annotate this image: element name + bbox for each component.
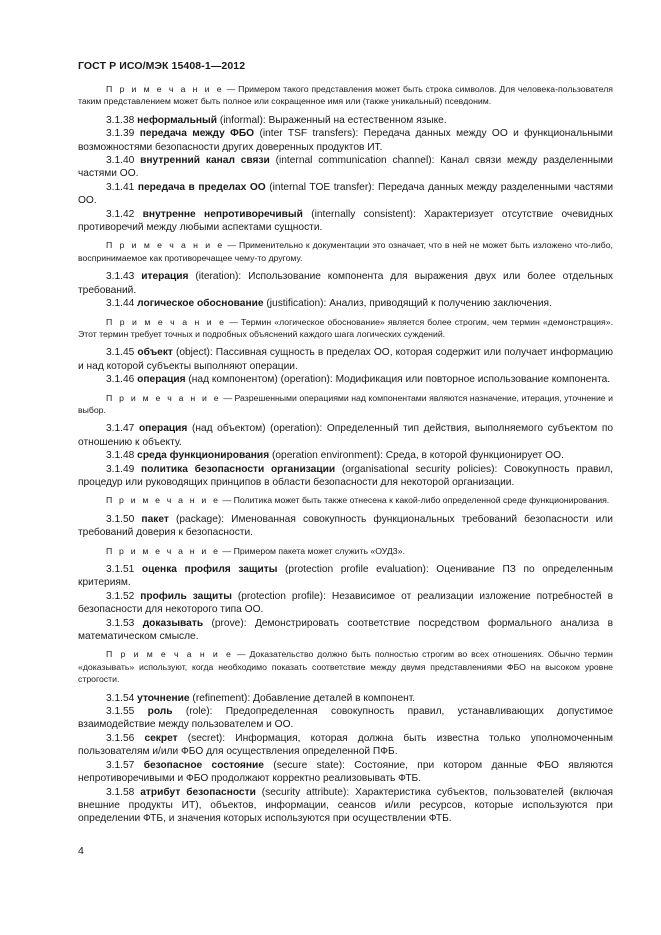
term-name: атрибут безопасности (140, 786, 256, 798)
term-name: передача в пределах ОО (137, 181, 266, 193)
term-number: 3.1.53 (106, 617, 143, 629)
term-definition (78, 181, 613, 208)
term-definition (78, 563, 613, 590)
note-label: П р и м е ч а н и е (106, 240, 225, 251)
term-number: 3.1.52 (106, 590, 141, 602)
term-text: (internally consistent): Характеризует отсутствие очевидных противоречий между любыми аспектами сущности. (78, 208, 613, 234)
note-paragraph (78, 83, 613, 108)
note-text: — Термин «логическое обоснование» является более строгим, чем термин «демонстрация». Этот термин требует точных и подробных объяснений каждого шага логических суждений. (78, 316, 613, 339)
term-name: доказывать (142, 617, 204, 629)
term-text: (над объектом) (operation): Определенный тип действия, выполняемого субъектом по отношению к объекту. (78, 423, 613, 448)
term-definition (78, 759, 613, 786)
term-name: среда функционирования (137, 450, 270, 462)
term-name: операция (138, 423, 188, 435)
term-name: политика безопасности организации (141, 463, 336, 475)
note-text: — Доказательство должно быть полностью строгим во всех отношениях. Обычно термин «доказывать» используют, когда необходимо показать соответствие между двумя представлениями ФБО на высоком уровне строгости. (78, 649, 613, 685)
note-paragraph (78, 239, 613, 264)
term-number: 3.1.41 (106, 181, 138, 193)
term-number: 3.1.45 (106, 347, 138, 359)
term-name: логическое обоснование (137, 298, 264, 310)
term-number: 3.1.55 (106, 706, 148, 718)
term-name: передача между ФБО (139, 128, 255, 140)
term-definition (78, 114, 613, 127)
term-definition (78, 208, 613, 235)
term-number: 3.1.44 (106, 298, 138, 310)
term-definition (78, 692, 613, 705)
note-text: — Политика может быть также отнесена к какой-либо определенной среде функционирования. (220, 495, 610, 506)
term-number: 3.1.56 (106, 732, 145, 744)
note-paragraph (78, 316, 613, 341)
note-label: П р и м е ч а н и е (106, 545, 221, 556)
term-name: объект (137, 347, 173, 359)
term-text: (role): Предопределенная совокупность правил, устанавливающих допустимое взаимодействие между пользователем и ОО. (78, 706, 613, 731)
term-name: роль (147, 706, 173, 718)
note-paragraph (78, 494, 613, 506)
term-name: итерация (141, 271, 189, 283)
term-number: 3.1.51 (106, 564, 142, 575)
term-text: (inter TSF transfers): Передача данных между ОО и функциональными возможностями безопасности других доверенных продуктов ИТ. (78, 128, 613, 153)
term-definition (78, 373, 613, 386)
term-number: 3.1.57 (106, 759, 144, 771)
term-text: (informal): Выраженный на естественном языке. (216, 114, 447, 126)
term-definition (78, 705, 613, 732)
term-name: уточнение (137, 692, 190, 704)
term-number: 3.1.48 (106, 450, 138, 462)
note-label: П р и м е ч а н и е (106, 649, 234, 660)
term-text: (protection profile evaluation): Оценивание ПЗ по определенным критериям. (78, 564, 614, 589)
term-definition (78, 270, 613, 297)
term-text: (iteration): Использование компонента для выражения двух или более отдельных требований. (78, 271, 613, 296)
term-number: 3.1.42 (106, 208, 143, 220)
term-definition (78, 297, 613, 310)
term-number: 3.1.43 (106, 271, 142, 283)
term-text: (security attribute): Характеристика субъектов, пользователей (включая внешние продукты ИТ), объектов, информации, сеансов и/или ресурсов, которые используются при определении ФТБ, и значения которых используются при осуществлении ФТБ. (78, 786, 613, 825)
note-paragraph (78, 392, 613, 417)
term-text: (internal communication channel): Канал связи между разделенными частями ОО. (78, 155, 614, 180)
term-definition (78, 154, 613, 181)
term-definition (78, 513, 613, 540)
term-number: 3.1.49 (106, 463, 142, 475)
term-definition (78, 786, 613, 826)
term-name: оценка профиля защиты (141, 564, 278, 575)
term-definition (78, 590, 613, 617)
term-number: 3.1.46 (106, 374, 138, 386)
term-number: 3.1.50 (106, 513, 142, 525)
term-text: (protection profile): Независимое от реализации изложение потребностей в безопасности для некоторого типа ОО. (78, 590, 613, 616)
term-definition (78, 127, 613, 154)
term-name: пакет (141, 513, 169, 525)
note-label: П р и м е ч а н и е (106, 316, 227, 327)
note-label: П р и м е ч а н и е (106, 392, 221, 403)
page-number: 4 (78, 845, 84, 857)
note-text: — Применительно к документации это означает, что в ней не может быть изложено что-либо, воспринимаемое как противоречащее чему-то другому. (78, 240, 613, 263)
note-text: — Примером пакета может служить «ОУД3». (220, 545, 405, 556)
term-text: (secure state): Состояние, при котором данные ФБО являются непротиворечивыми и ФБО продолжают корректно реализовывать ФТБ. (78, 759, 613, 785)
term-text: (organisational security policies): Совокупность правил, процедур или руководящих принципов в области безопасности для некоторой организации. (78, 463, 614, 488)
term-name: неформальный (137, 114, 217, 126)
term-text: (prove): Демонстрировать соответствие посредством формального анализа в математическом смысле. (78, 617, 613, 643)
term-text: (operation environment): Среда, в которой функционирует ОО. (269, 450, 564, 462)
term-name: секрет (144, 732, 178, 744)
note-label: П р и м е ч а н и е (106, 495, 221, 506)
term-text: (над компонентом) (operation): Модификация или повторное использование компонента. (185, 374, 611, 386)
term-number: 3.1.54 (106, 692, 138, 704)
term-number: 3.1.38 (106, 114, 138, 126)
term-name: внутренний канал связи (140, 155, 270, 167)
term-name: профиль защиты (140, 590, 232, 602)
note-paragraph (78, 545, 613, 557)
term-text: (object): Пассивная сущность в пределах ОО, которая содержит или получает информацию и над которой субъекты выполняют операции. (78, 347, 613, 372)
term-text: (package): Именованная совокупность функциональных требований безопасности или требований доверия к безопасности. (78, 513, 614, 539)
term-text: (internal TOE transfer): Передача данных между разделенными частями ОО. (78, 181, 614, 207)
term-number: 3.1.58 (106, 786, 141, 798)
term-number: 3.1.39 (106, 128, 140, 140)
term-definition (78, 449, 613, 462)
term-number: 3.1.40 (106, 155, 141, 167)
term-number: 3.1.47 (106, 423, 139, 435)
note-label: П р и м е ч а н и е (106, 84, 224, 94)
term-text: (secret): Информация, которая должна быть известна только уполномоченным пользователям и/или ФБО для осуществления определенной ПФБ. (78, 732, 613, 758)
document-body (78, 83, 613, 826)
note-text: — Примером такого представления может быть строка символов. Для человека-пользователя таким представлением может быть полное или сокращенное имя или (также уникальный) псевдоним. (78, 84, 613, 107)
term-name: безопасное состояние (143, 759, 264, 771)
term-definition (78, 732, 613, 759)
document-header: ГОСТ Р ИСО/МЭК 15408-1—2012 (78, 60, 246, 72)
term-text: (refinement): Добавление деталей в компонент. (189, 692, 416, 704)
term-definition (78, 422, 613, 449)
note-paragraph (78, 648, 613, 685)
term-text: (justification): Анализ, приводящий к получению заключения. (263, 298, 552, 310)
term-definition (78, 617, 613, 644)
note-text: — Разрешенными операциями над компонентами являются назначение, итерация, уточнение и выбор. (78, 392, 613, 415)
term-name: внутренне непротиворечивый (142, 208, 303, 220)
term-name: операция (137, 374, 186, 386)
term-definition (78, 463, 613, 490)
term-definition (78, 346, 613, 373)
